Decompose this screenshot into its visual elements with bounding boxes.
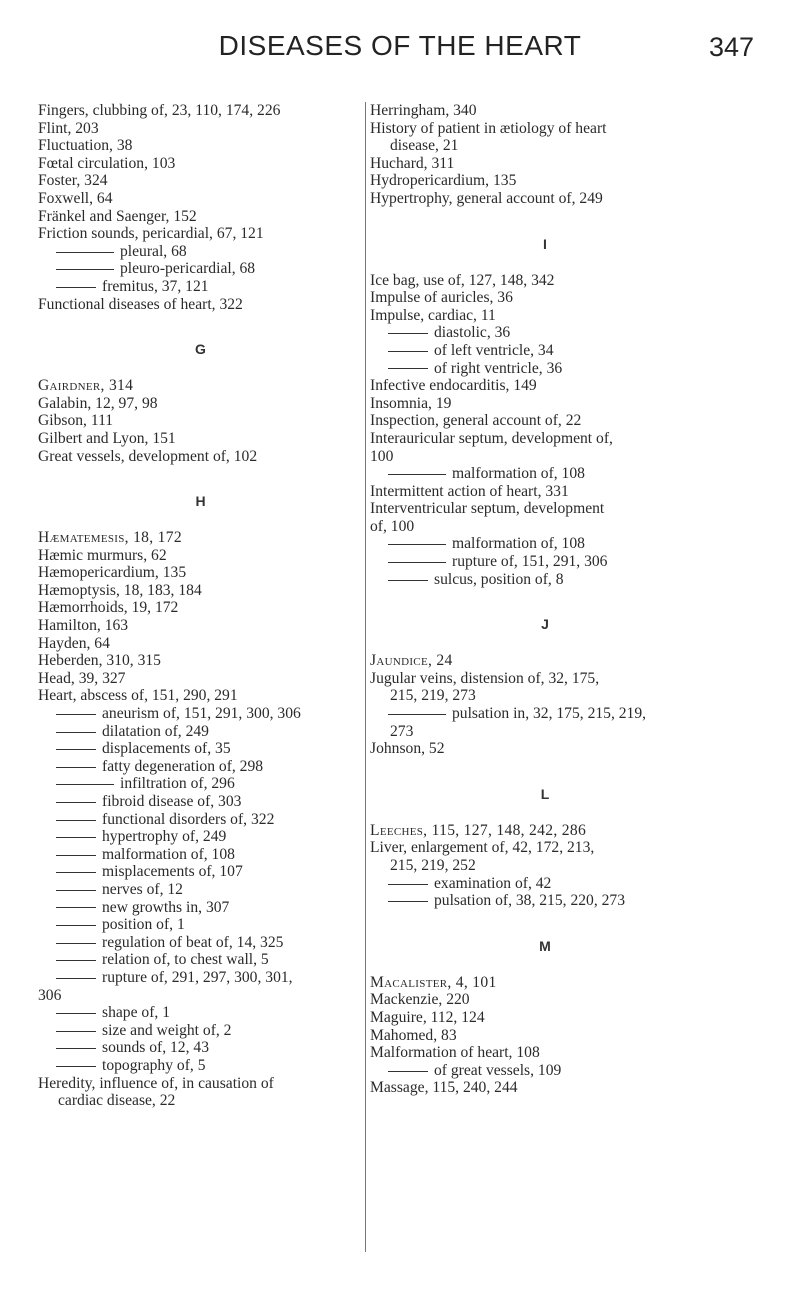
index-entry: Impulse, cardiac, 11 bbox=[370, 306, 496, 324]
index-subentry: pleuro-pericardial, 68 bbox=[38, 260, 363, 278]
index-subentry: malformation of, 108 bbox=[370, 535, 720, 553]
index-entry: Gibson, 111 bbox=[38, 412, 114, 430]
index-subentry: of left ventricle, 34 bbox=[370, 342, 720, 360]
index-subentry: rupture of, 151, 291, 306 bbox=[370, 553, 720, 571]
index-entry: Mackenzie, 220 bbox=[370, 991, 470, 1009]
index-entry: Hæmatemesis, 18, 172 bbox=[38, 529, 182, 547]
index-entry: Gilbert and Lyon, 151 bbox=[38, 429, 176, 447]
index-subentry: misplacements of, 107 bbox=[38, 863, 363, 881]
index-subentry: shape of, 1 bbox=[38, 1004, 363, 1022]
index-subentry: size and weight of, 2 bbox=[38, 1022, 363, 1040]
section-letter-h: H bbox=[195, 493, 206, 510]
index-entry: Hæmoptysis, 18, 183, 184 bbox=[38, 581, 202, 599]
index-subentry: pleural, 68 bbox=[38, 243, 363, 261]
index-subentry: pulsation of, 38, 215, 220, 273 bbox=[370, 892, 720, 910]
index-entry: Interauricular septum, development of, bbox=[370, 429, 613, 447]
index-entry: Hayden, 64 bbox=[38, 634, 110, 652]
index-entry: Jaundice, 24 bbox=[370, 652, 453, 670]
index-entry: Hydropericardium, 135 bbox=[370, 172, 517, 190]
index-entry: Impulse of auricles, 36 bbox=[370, 289, 513, 307]
index-subentry: fibroid disease of, 303 bbox=[38, 793, 363, 811]
index-entry: Friction sounds, pericardial, 67, 121 bbox=[38, 225, 264, 243]
index-entry: Heberden, 310, 315 bbox=[38, 652, 161, 670]
index-subentry: fatty degeneration of, 298 bbox=[38, 758, 363, 776]
index-entry: Hypertrophy, general account of, 249 bbox=[370, 189, 603, 207]
index-subentry: new growths in, 307 bbox=[38, 899, 363, 917]
index-entry: Heart, abscess of, 151, 290, 291 bbox=[38, 687, 238, 705]
index-entry: Hamilton, 163 bbox=[38, 617, 129, 635]
index-entry: Foxwell, 64 bbox=[38, 189, 113, 207]
index-entry: History of patient in ætiology of heart bbox=[370, 119, 607, 137]
index-entry: Inspection, general account of, 22 bbox=[370, 412, 582, 430]
index-entry: Macalister, 4, 101 bbox=[370, 973, 497, 991]
index-subentry: sulcus, position of, 8 bbox=[370, 571, 720, 589]
index-continuation: cardiac disease, 22 bbox=[58, 1092, 176, 1110]
index-entry: Jugular veins, distension of, 32, 175, bbox=[370, 669, 600, 687]
index-column-right bbox=[370, 102, 720, 1097]
index-subentry: fremitus, 37, 121 bbox=[38, 278, 363, 296]
index-entry: Flint, 203 bbox=[38, 119, 99, 137]
index-subentry: sounds of, 12, 43 bbox=[38, 1039, 363, 1057]
running-header bbox=[0, 26, 800, 76]
index-entry: Fœtal circulation, 103 bbox=[38, 154, 176, 172]
index-entry: Insomnia, 19 bbox=[370, 394, 452, 412]
index-entry: Ice bag, use of, 127, 148, 342 bbox=[370, 271, 555, 289]
index-entry: Galabin, 12, 97, 98 bbox=[38, 394, 158, 412]
index-entry: Johnson, 52 bbox=[370, 740, 445, 758]
index-subentry: position of, 1 bbox=[38, 916, 363, 934]
index-subentry: infiltration of, 296 bbox=[38, 775, 363, 793]
index-continuation: 215, 219, 252 bbox=[390, 857, 476, 874]
index-continuation: disease, 21 bbox=[390, 137, 459, 155]
index-entry: Great vessels, development of, 102 bbox=[38, 447, 258, 465]
index-continuation: 215, 219, 273 bbox=[390, 687, 476, 705]
index-entry: Gairdner, 314 bbox=[38, 377, 134, 395]
index-entry: Massage, 115, 240, 244 bbox=[370, 1079, 518, 1097]
section-letter-m: M bbox=[539, 937, 551, 954]
index-entry: Foster, 324 bbox=[38, 172, 108, 190]
column-divider bbox=[365, 102, 366, 1252]
index-subentry: of right ventricle, 36 bbox=[370, 360, 720, 378]
index-entry: Hæmopericardium, 135 bbox=[38, 564, 187, 582]
index-continuation: 100 bbox=[370, 447, 394, 465]
index-entry: Malformation of heart, 108 bbox=[370, 1044, 540, 1062]
index-subentry: aneurism of, 151, 291, 300, 306 bbox=[38, 705, 363, 723]
index-entry: Maguire, 112, 124 bbox=[370, 1008, 485, 1026]
index-entry: Leeches, 115, 127, 148, 242, 286 bbox=[370, 821, 587, 839]
index-continuation: 273 bbox=[390, 722, 414, 740]
section-letter-i: I bbox=[543, 235, 547, 252]
index-entry: Hæmic murmurs, 62 bbox=[38, 546, 167, 564]
index-entry: Intermittent action of heart, 331 bbox=[370, 482, 569, 500]
index-entry: Liver, enlargement of, 42, 172, 213, bbox=[370, 839, 595, 857]
index-subentry: diastolic, 36 bbox=[370, 324, 720, 342]
index-entry: Interventricular septum, development bbox=[370, 500, 605, 518]
index-entry: Fluctuation, 38 bbox=[38, 137, 133, 155]
index-entry: Head, 39, 327 bbox=[38, 669, 126, 687]
index-entry: Herringham, 340 bbox=[370, 102, 477, 119]
index-subentry: displacements of, 35 bbox=[38, 740, 363, 758]
index-subentry: functional disorders of, 322 bbox=[38, 811, 363, 829]
section-letter-l: L bbox=[540, 785, 550, 802]
index-subentry: dilatation of, 249 bbox=[38, 723, 363, 741]
section-letter-g: G bbox=[195, 341, 206, 358]
index-subentry: examination of, 42 bbox=[370, 875, 720, 893]
index-subentry: hypertrophy of, 249 bbox=[38, 828, 363, 846]
index-entry: Huchard, 311 bbox=[370, 154, 455, 172]
index-column-left bbox=[38, 102, 363, 1110]
index-subentry: topography of, 5 bbox=[38, 1057, 363, 1075]
index-subentry: of great vessels, 109 bbox=[370, 1062, 720, 1080]
index-entry: Infective endocarditis, 149 bbox=[370, 377, 537, 395]
page-number: 347 bbox=[708, 32, 754, 62]
index-continuation: 306 bbox=[38, 986, 62, 1004]
index-entry: Fränkel and Saenger, 152 bbox=[38, 207, 197, 225]
index-subentry: malformation of, 108 bbox=[370, 465, 720, 483]
index-subentry: nerves of, 12 bbox=[38, 881, 363, 899]
index-entry: Mahomed, 83 bbox=[370, 1026, 457, 1044]
index-entry: Heredity, influence of, in causation of bbox=[38, 1074, 274, 1092]
index-continuation: of, 100 bbox=[370, 517, 415, 535]
page-title: DISEASES OF THE HEART bbox=[218, 30, 582, 61]
index-entry: Hæmorrhoids, 19, 172 bbox=[38, 599, 179, 617]
index-subentry: pulsation in, 32, 175, 215, 219, bbox=[370, 705, 720, 723]
index-entry: Functional diseases of heart, 322 bbox=[38, 295, 243, 313]
section-letter-j: J bbox=[541, 616, 549, 633]
index-entry: Fingers, clubbing of, 23, 110, 174, 226 bbox=[38, 102, 281, 119]
index-subentry: malformation of, 108 bbox=[38, 846, 363, 864]
index-subentry: regulation of beat of, 14, 325 bbox=[38, 934, 363, 952]
index-subentry: relation of, to chest wall, 5 bbox=[38, 951, 363, 969]
index-subentry: rupture of, 291, 297, 300, 301, bbox=[38, 969, 363, 987]
